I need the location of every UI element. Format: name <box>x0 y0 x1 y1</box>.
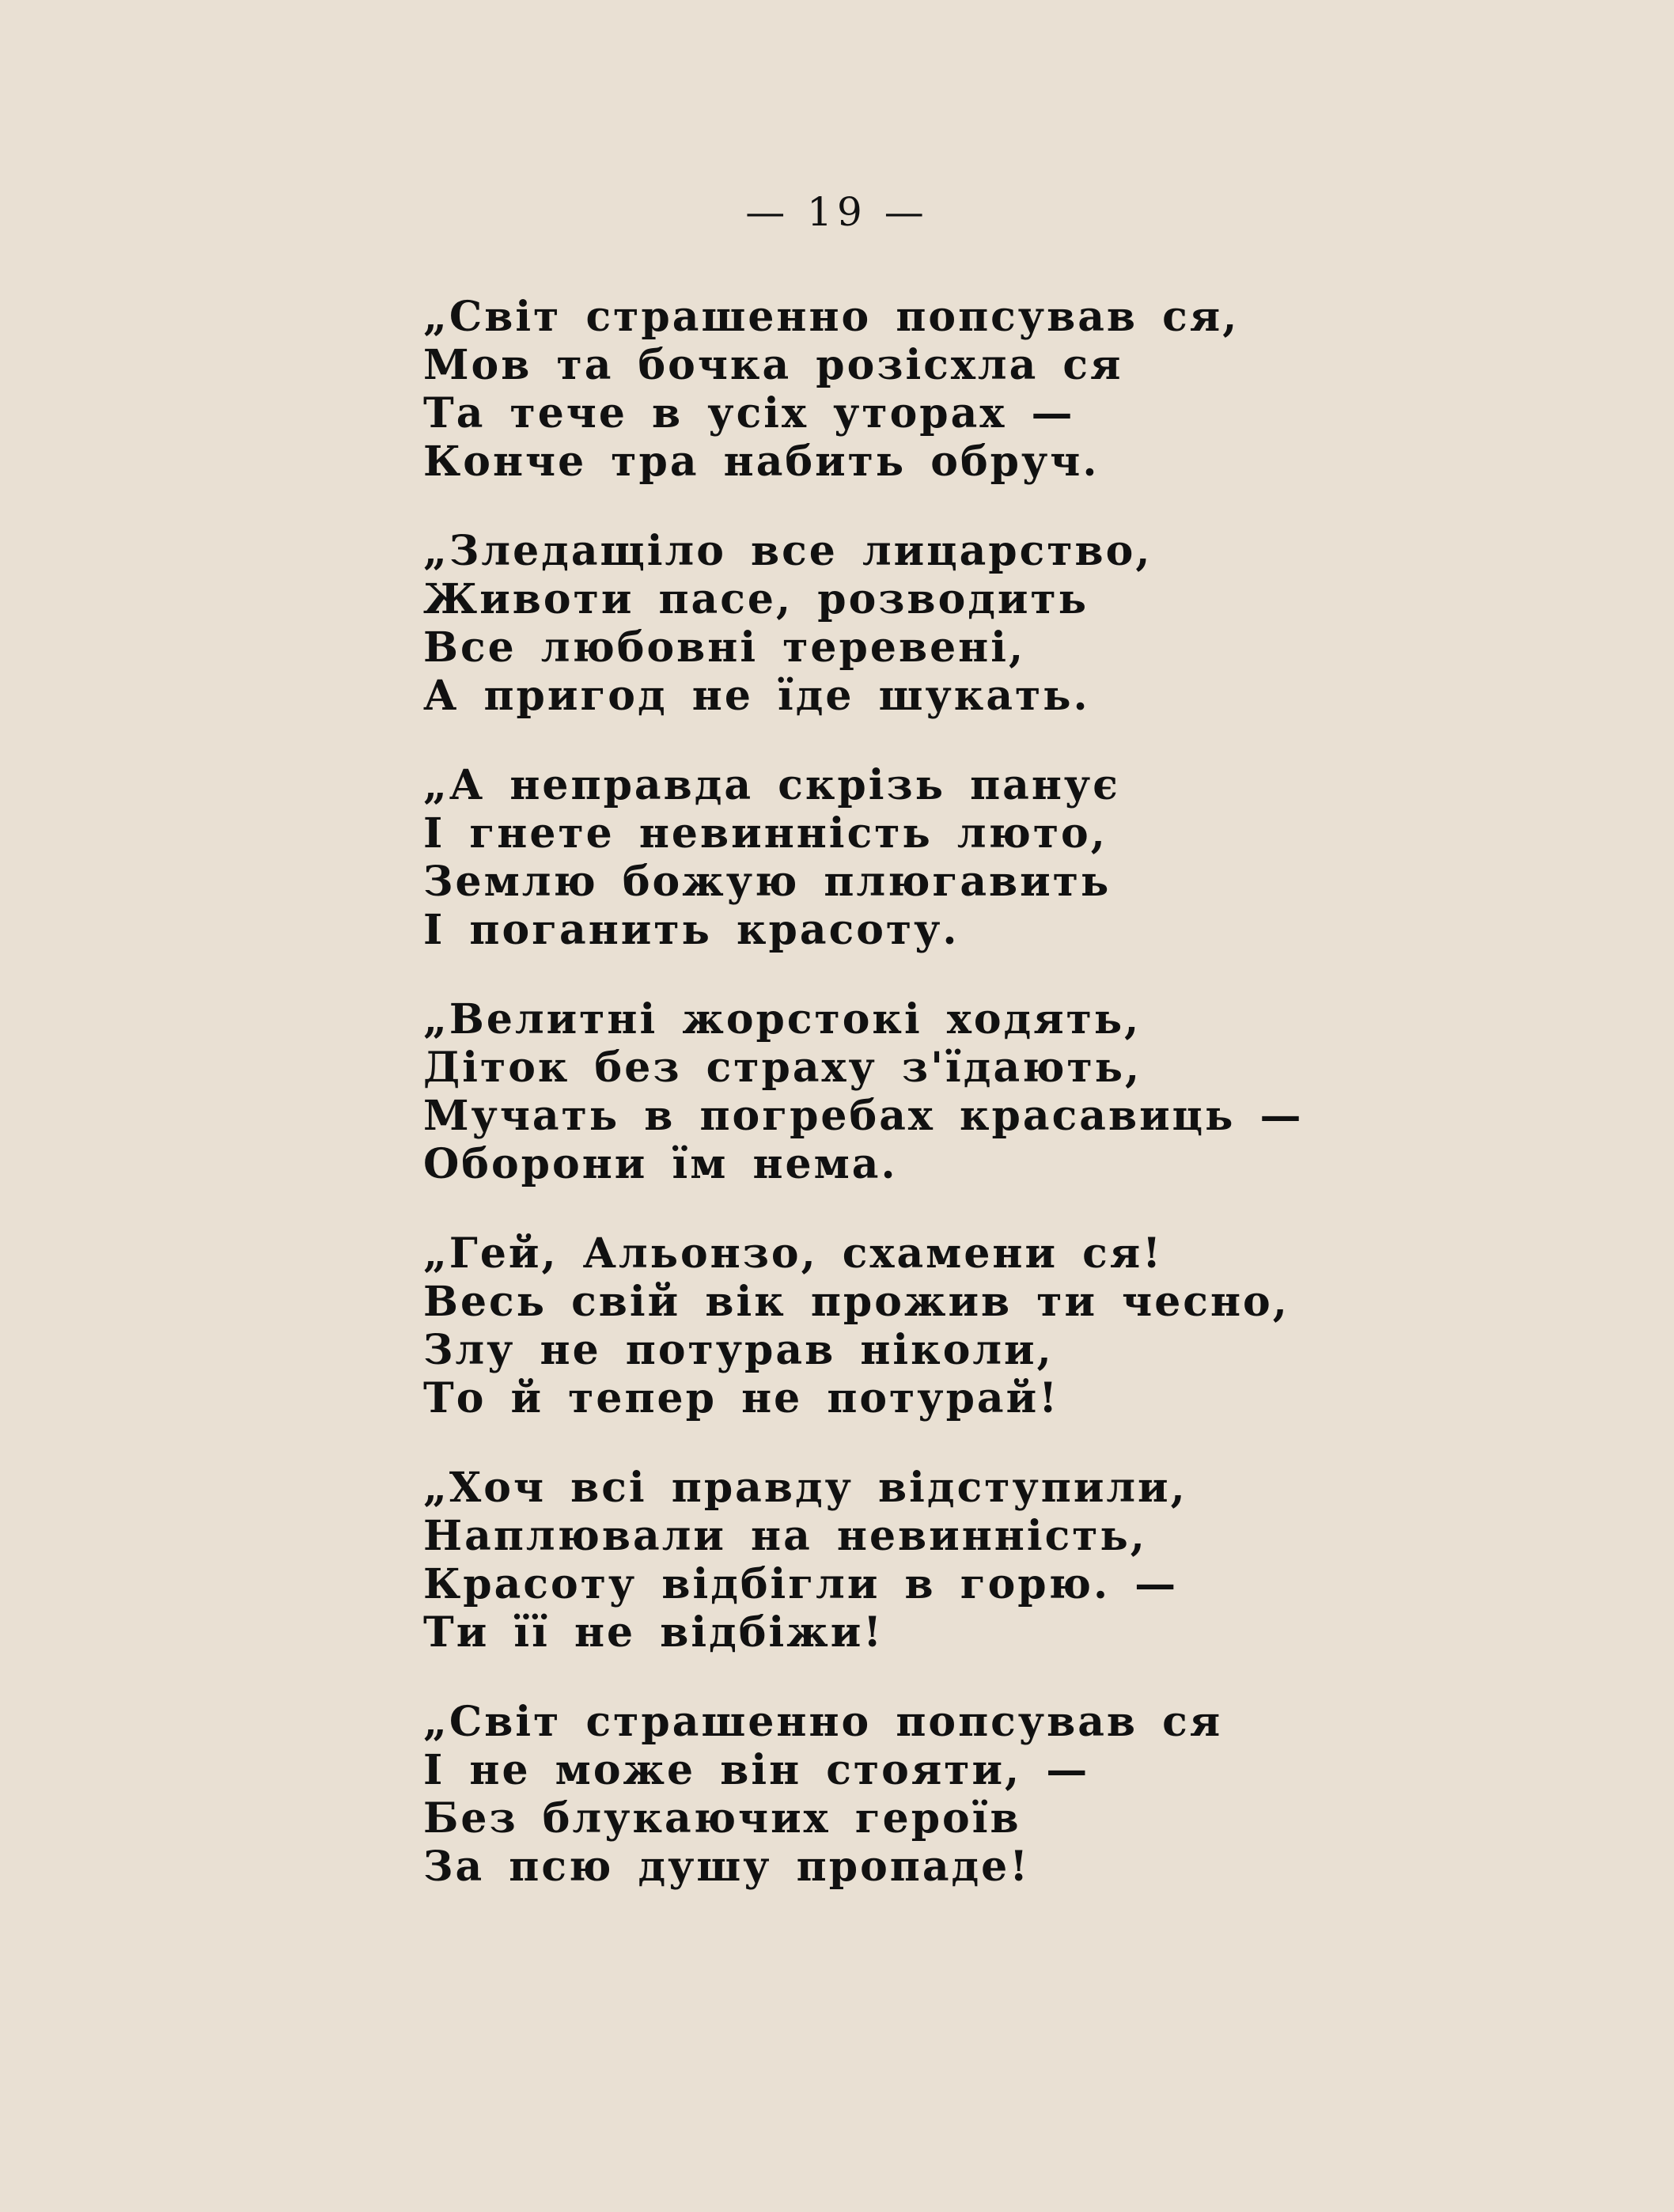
poem-line: „А неправда скрізь панує <box>423 761 1120 809</box>
poem-line: Все любовні теревені, <box>423 623 1026 672</box>
poem-line: „Гей, Альонзо, схамени ся! <box>423 1229 1164 1278</box>
stanza-2 <box>423 527 1657 720</box>
poem-line: Оборони їм нема. <box>423 1140 898 1188</box>
poem-line: І не може він стояти, — <box>423 1746 1090 1794</box>
stanza-5 <box>423 1229 1657 1422</box>
poem-line: „Світ страшенно попсував ся, <box>423 293 1240 341</box>
stanza-1 <box>423 293 1657 486</box>
poem-line: І гнете невинність люто, <box>423 809 1108 858</box>
poem-line: „Зледащіло все лицарство, <box>423 527 1153 575</box>
stanza-4 <box>423 995 1657 1188</box>
poem-line: Конче тра набить обруч. <box>423 437 1100 486</box>
stanza-3 <box>423 761 1657 954</box>
poem-line: То й тепер не потурай! <box>423 1374 1060 1422</box>
poem-line: Ти її не відбіжи! <box>423 1608 884 1657</box>
poem-line: Діток без страху з'їдають, <box>423 1044 1142 1092</box>
poem-line: Мучать в погребах красавиць — <box>423 1092 1304 1140</box>
stanza-7 <box>423 1698 1657 1891</box>
poem-line: Землю божую плюгавить <box>423 858 1112 906</box>
poem-line: Животи пасе, розводить <box>423 575 1089 623</box>
poem-line: „Велитні жорстокі ходять, <box>423 995 1142 1044</box>
poem-line: І поганить красоту. <box>423 906 960 954</box>
poem-line: Злу не потурав ніколи, <box>423 1326 1054 1374</box>
poem <box>423 293 1657 1932</box>
poem-line: Без блукаючих героїв <box>423 1794 1021 1843</box>
poem-line: „Світ страшенно попсував ся <box>423 1698 1223 1746</box>
poem-line: За псю душу пропаде! <box>423 1843 1031 1891</box>
page-number: — 19 — <box>745 189 929 235</box>
stanza-6 <box>423 1464 1657 1657</box>
poem-line: Мов та бочка розісхла ся <box>423 341 1123 389</box>
poem-line: А пригод не їде шукать. <box>423 672 1090 720</box>
poem-line: Наплювали на невинність, <box>423 1512 1147 1560</box>
poem-line: Весь свій вік прожив ти чесно, <box>423 1278 1290 1326</box>
poem-line: Та тече в усіх уторах — <box>423 389 1075 437</box>
poem-line: „Хоч всі правду відступили, <box>423 1464 1187 1512</box>
poem-line: Красоту відбігли в горю. — <box>423 1560 1179 1608</box>
